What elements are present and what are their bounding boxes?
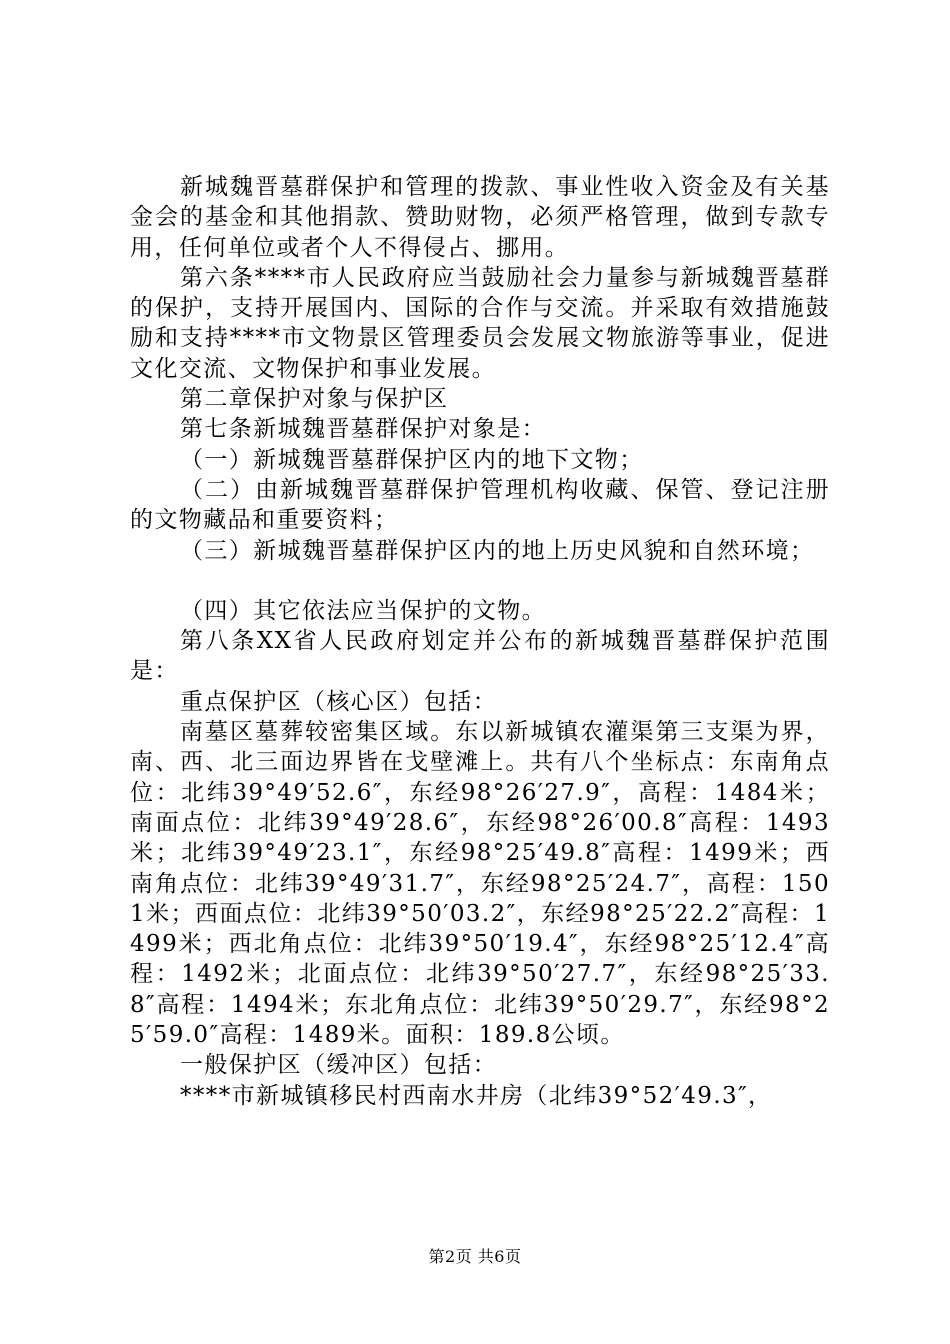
list-item-4: （四）其它依法应当保护的文物。 xyxy=(180,597,546,624)
chapter-2-heading: 第二章保护对象与保护区 xyxy=(180,386,449,413)
list-item-1: （一）新城魏晋墓群保护区内的地下文物； xyxy=(180,446,644,473)
document-body xyxy=(130,172,830,1111)
core-zone-heading: 重点保护区（核心区）包括： xyxy=(180,688,498,715)
paragraph-core-zone-coordinates: 南墓区墓葬较密集区域。东以新城镇农灌渠第三支渠为界，南、西、北三面边界皆在戈壁滩上。共有八个坐标点：东南角点位：北纬39°49′52.6″，东经98°26′27.9″，高程：1484米；南面点位：北纬39°49′28.6″，东经98°26′00.8″高程：1493米；北纬39°49′23.1″，东经98°25′49.8″高程：1499米；西南角点位：北纬39°49′31.7″，东经98°25′24.7″，高程：1501米；西面点位：北纬39°50′03.2″，东经98°25′22.2″高程：1499米；西北角点位：北纬39°50′19.4″，东经98°25′12.4″高程：1492米；北面点位：北纬39°50′27.7″，东经98°25′33.8″高程：1494米；东北角点位：北纬39°50′29.7″，东经98°25′59.0″高程：1489米。面积：189.8公顷。 xyxy=(130,719,830,1049)
paragraph-funds-management: 新城魏晋墓群保护和管理的拨款、事业性收入资金及有关基金会的基金和其他捐款、赞助财物，必须严格管理，做到专款专用，任何单位或者个人不得侵占、挪用。 xyxy=(130,174,830,261)
paragraph-buffer-zone-start: ****市新城镇移民村西南水井房（北纬39°52′49.3″， xyxy=(180,1082,773,1109)
page-number-footer: 第2页 共6页 xyxy=(428,1247,522,1266)
list-item-2: （二）由新城魏晋墓群保护管理机构收藏、保管、登记注册的文物藏品和重要资料； xyxy=(130,476,830,534)
paragraph-article-7: 第七条新城魏晋墓群保护对象是： xyxy=(180,416,546,443)
list-item-3: （三）新城魏晋墓群保护区内的地上历史风貌和自然环境； xyxy=(180,537,815,564)
paragraph-article-8: 第八条XX省人民政府划定并公布的新城魏晋墓群保护范围是： xyxy=(130,628,830,685)
paragraph-article-6: 第六条****市人民政府应当鼓励社会力量参与新城魏晋墓群的保护，支持开展国内、国际的合作与交流。并采取有效措施鼓励和支持****市文物景区管理委员会发展文物旅游等事业，促进文化交流、文物保护和事业发展。 xyxy=(130,264,830,382)
buffer-zone-heading: 一般保护区（缓冲区）包括： xyxy=(180,1052,498,1079)
